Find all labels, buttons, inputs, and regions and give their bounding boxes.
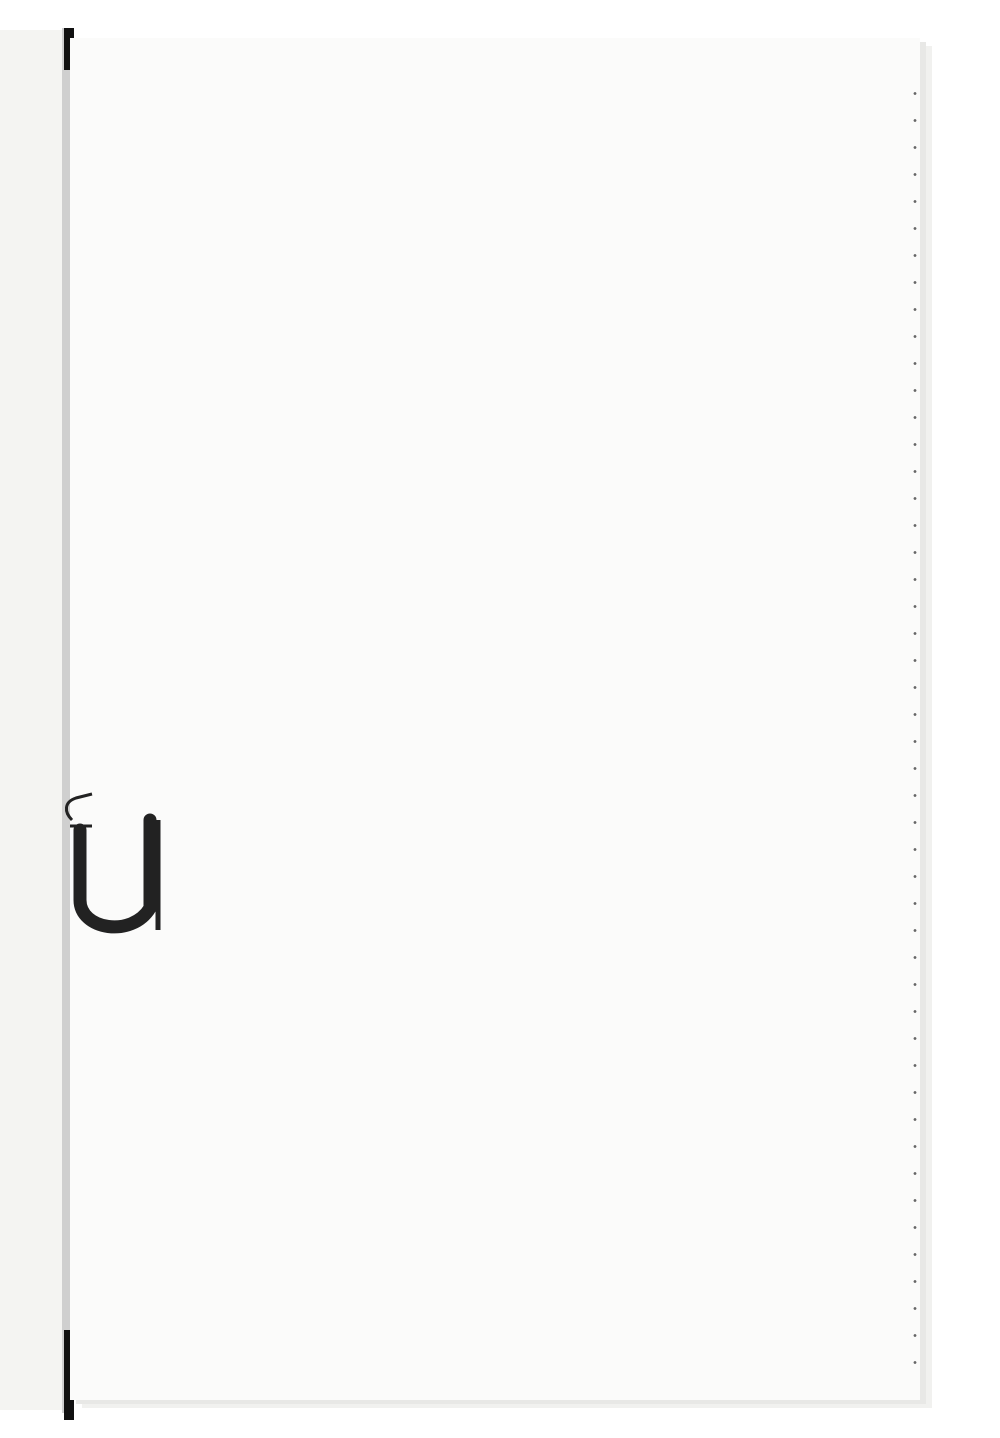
- decorated-initial-u: [62, 790, 172, 940]
- page-edge-dots: [912, 80, 918, 1380]
- left-page-strip: [0, 30, 62, 1410]
- gutter: [62, 28, 70, 1413]
- manuscript-page: [70, 38, 920, 1400]
